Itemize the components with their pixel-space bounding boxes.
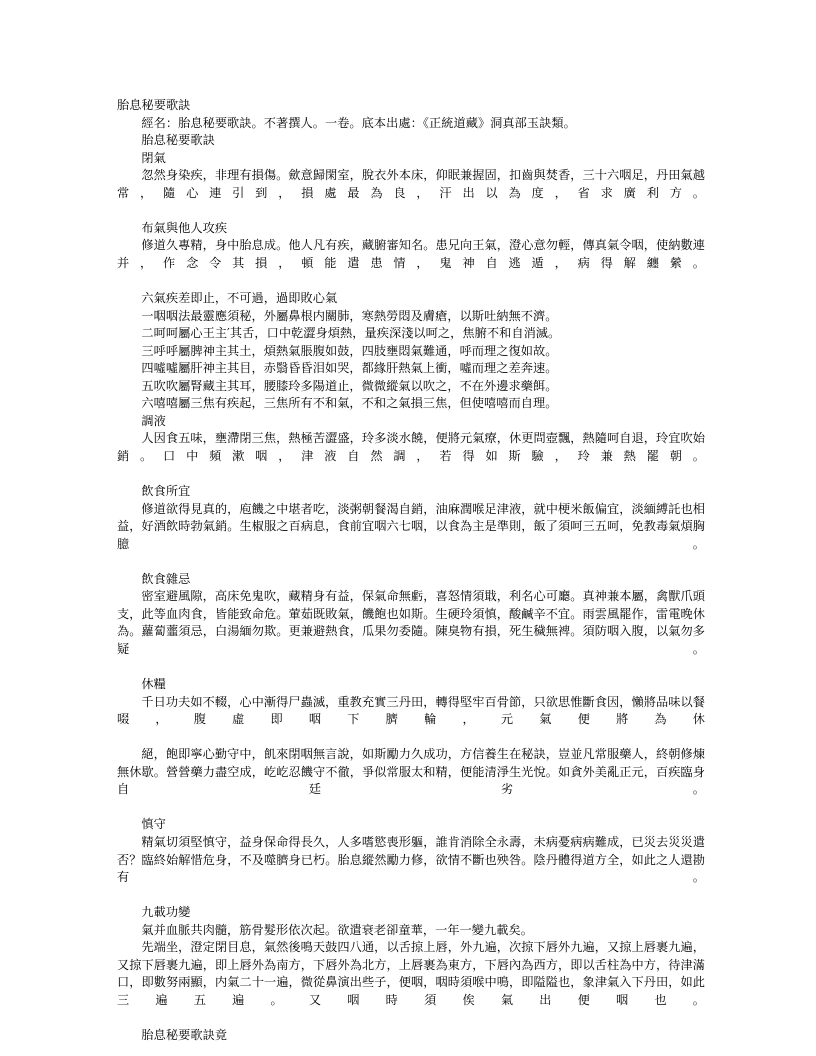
paragraph-sect_6_heading: 飲食雜忌	[141, 571, 191, 586]
paragraph-sect_8_body: 精氣切須堅慎守，益身保命得長久，人多嗜慾喪形軀，誰肯消除全永壽，未病憂病病難成，已災去災災遣否？臨終始解惜危身，不及噬臍身已朽。胎息縱然勵力修，欲情不斷也殃咎。陰丹體得道方全，如此之人還勘有。	[117, 834, 705, 885]
paragraph-sect_4_heading: 調液	[141, 413, 166, 428]
paragraph-colophon: 經名：胎息秘要歌訣。不著撰人。一卷。底本出處：《正統道藏》洞真部玉訣類。	[141, 115, 576, 130]
paragraph-sect_5_heading: 飲食所宜	[141, 484, 191, 499]
paragraph-inner_title: 胎息秘要歌訣	[141, 133, 215, 148]
paragraph-sect_1_heading: 閉氣	[141, 150, 166, 165]
paragraph-sect_3_line_4: 四噓噓屬肝神主其目，赤翳昏昏泪如哭，都緣肝熱氣上衝，噓而理之差奔速。	[141, 361, 558, 376]
paragraph-sect_7_body_a: 千日功夫如不輟，心中漸得尸蟲滅，重教充實三丹田，轉得堅牢百骨節，只欲思惟斷食因，懶將品味以餐啜，腹虛即咽下臍輪，元氣便將為休	[117, 694, 705, 727]
paragraph-sect_3_line_5: 五吹吹屬腎藏主其耳，腰膝玲多陽道止，微微縱氣以吹之，不在外邊求藥餌。	[141, 378, 558, 393]
paragraph-sect_9_heading: 九載功變	[141, 905, 191, 920]
paragraph-sect_7_heading: 休糧	[141, 677, 166, 692]
paragraph-sect_5_body: 修道欲得見真的，庖饑之中堪者吃，淡粥朝餐渴自銷，油麻潤喉足津液，就中梗米飯偏宜，淡緬縛託也相益，好酒飲時勃氣銷。生椒服之百病息，食前宜咽六七咽，以食為主是準則，飯了須呵三五呵，免教毒氣煩胸臆。	[117, 501, 705, 551]
document-text-body	[117, 97, 705, 1045]
paragraph-sect_2_heading: 布氣與他人攻疾	[141, 220, 228, 235]
paragraph-sect_3_heading: 六氣疾差即止，不可過，過即敗心氣	[141, 291, 338, 306]
paragraph-sect_7_body_b: 絕，飽即寧心勤守中，飢來閉咽無言說，如斯勵力久成功，方信養生在秘訣，豈並凡常服藥人，終朝修煉無休歇。營營藥力盡空成，屹屹忍饑守不徹，爭似常服太和精，便能清淨生光悅。如貪外美亂正元，百疾臨身自廷劣。	[117, 747, 705, 797]
paragraph-sect_2_body: 修道久專精，身中胎息成。他人凡有疾，藏腑審知名。患兄向王氣，澄心意勿輕，傳真氣令咽，使納數連并，作念令其損，頓能遣患情，鬼神自逃遁，病得解纏縈。	[117, 238, 705, 270]
paragraph-sect_3_line_1: 一咽咽法最靈應須秘，外屬鼻根内關肺，寒熱勞悶及膚瘡，以斯吐納無不濟。	[141, 308, 558, 323]
paragraph-sect_9_body_a: 氣并血脈共肉髓，筋骨髮形依次起。欲遣衰老卻童華，一年一變九載矣。	[141, 922, 533, 937]
paragraph-end_title: 胎息秘要歌訣竟	[141, 1027, 228, 1042]
paragraph-doc_title: 胎息秘要歌訣	[117, 98, 191, 112]
paragraph-sect_8_heading: 慎守	[141, 817, 166, 832]
paragraph-sect_4_body: 人因食五味，壅滯閉三焦，熱極苦澀盛，玲多淡水饒，便將元氣療，休更問壺飄，熱隨呵自退，玲宜吹始銷。口中頻漱咽，津液自然調，若得如斯驗，玲兼熱罷朝。	[117, 431, 705, 463]
paragraph-sect_6_body: 密室避風隙，高床免鬼吹，藏精身有益，保氣命無虧，喜怒情須戢，利名心可廳。真神兼本屬，禽獸爪頭支，此等血肉食，皆能致命危。葷茹既敗氣，饑飽也如斯。生硬玲須慎，酸鹹辛不宜。雨雲風罷作，雷電晚休為。蘿蔔虀須忌，白湯緬勿欺。更兼避熱食，瓜果勿委隨。陳臭物有損，死生穢無裨。須防咽入腹，以氣勿多疑。	[117, 589, 705, 656]
paragraph-sect_3_line_2: 二呵呵屬心王主′其舌，口中乾澀身煩熱，量疾深淺以呵之，焦腑不和自消滅。	[141, 326, 561, 341]
paragraph-sect_3_line_3: 三呼呼屬脾神主其土，煩熱氣脹腹如鼓，四肢壅悶氣難通，呼而理之復如故。	[141, 343, 558, 358]
paragraph-sect_3_line_6: 六嘻嘻屬三焦有疾起，三焦所有不和氣，不和之氣損三焦，但使嘻嘻而自理。	[141, 396, 558, 411]
paragraph-sect_9_body_b: 先端坐，澄定閉目息，氣然後鳴天鼓四八通，以舌掠上唇，外九遍，次掠下唇外九遍，又掠上唇裹九遍，又掠下唇裹九遍，即上唇外為南方，下唇外為北方，上唇裹為東方，下唇內為西方，即以舌柱為中方，待津滿口，即數努兩顯，内氣二十一遍，微從鼻演出些子，便咽，咽時須喉中鳴，即隘隘也，象津氣入下丹田，如此三遍五遍。又咽時須俟氣出便咽也。	[117, 940, 705, 1007]
paragraph-sect_1_body: 忽然身染疾，非理有損傷。歛意歸閑室，脫衣外本床，仰眠兼握固，扣齒與焚香，三十六咽足，丹田氣越常，隨心連引到，損處最為良，汗出以為度，省求廣利方。	[117, 168, 705, 200]
